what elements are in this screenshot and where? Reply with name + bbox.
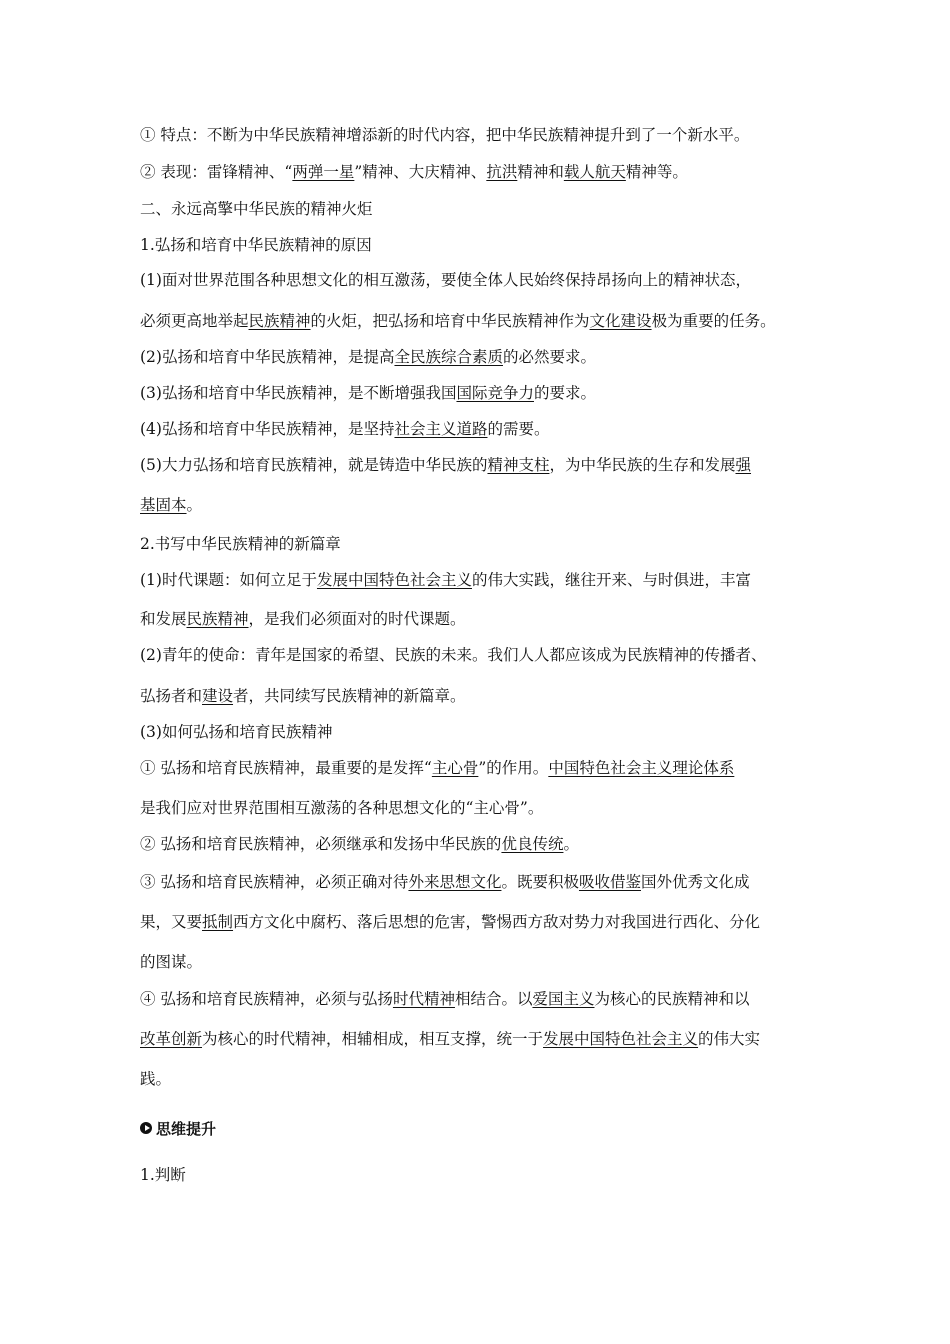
text-segment: 的伟大实践，继往开来、与时俱进，丰富: [471, 571, 751, 589]
play-circle-icon: [140, 1122, 152, 1134]
text-line: [140, 912, 820, 932]
text-line: [140, 162, 820, 182]
text-segment: ① 弘扬和培育民族精神，最重要的是发挥“: [140, 759, 432, 777]
text-line: [140, 570, 820, 590]
text-line: [140, 952, 820, 972]
underlined-keyword: 中国特色社会主义理论体系: [548, 759, 735, 777]
text-segment: 的要求。: [533, 384, 596, 402]
text-segment: 。: [563, 835, 579, 853]
text-segment: 西方文化中腐朽、落后思想的危害，警惕西方敌对势力对我国进行西化、分化: [233, 913, 761, 931]
underlined-keyword: 吸收借鉴: [578, 873, 641, 891]
text-segment: 是我们应对世界范围相互激荡的各种思想文化的“主心骨”。: [140, 799, 544, 817]
text-line: [140, 722, 820, 742]
underlined-keyword: 抵制: [202, 913, 234, 931]
underlined-keyword: 全民族综合素质: [394, 348, 503, 366]
text-segment: 国外优秀文化成: [640, 873, 750, 891]
underlined-keyword: 基固本: [140, 496, 187, 514]
text-segment: (2)弘扬和培育中华民族精神，是提高: [140, 348, 395, 366]
underlined-keyword: 精神支柱: [487, 456, 550, 474]
underlined-keyword: 发展中国特色社会主义: [543, 1030, 699, 1048]
underlined-keyword: 强: [735, 456, 752, 474]
text-line: [140, 270, 820, 290]
text-line: [140, 686, 820, 706]
text-segment: ② 弘扬和培育民族精神，必须继承和发扬中华民族的: [140, 835, 502, 853]
underlined-keyword: 时代精神: [392, 990, 455, 1008]
text-segment: 弘扬者和: [140, 687, 203, 705]
text-line: [140, 455, 820, 475]
underlined-keyword: 建设: [202, 687, 234, 705]
text-segment: 和发展: [140, 610, 187, 628]
underlined-keyword: 国际竞争力: [456, 384, 534, 402]
text-line: [140, 798, 820, 818]
text-segment: ，为中华民族的生存和发展: [549, 456, 736, 474]
text-segment: 精神和: [517, 163, 564, 181]
text-line: [140, 383, 820, 403]
text-segment: 为核心的民族精神和以: [594, 990, 750, 1008]
text-line: [140, 834, 820, 854]
section-heading-row: [140, 1118, 216, 1138]
text-segment: ，是我们必须面对的时代课题。: [248, 610, 466, 628]
text-segment: 的伟大实: [698, 1030, 761, 1048]
text-segment: (4)弘扬和培育中华民族精神，是坚持: [140, 420, 395, 438]
text-line: [140, 609, 820, 629]
underlined-keyword: 文化建设: [589, 312, 652, 330]
text-line: [140, 235, 820, 255]
text-line: [140, 311, 820, 331]
text-segment: 。: [186, 496, 203, 514]
text-segment: 相结合。以: [454, 990, 533, 1008]
underlined-keyword: 载人航天: [563, 163, 626, 181]
text-line: [140, 1069, 820, 1089]
question-label: 1.判断: [140, 1166, 186, 1184]
text-segment: ”精神、大庆精神、: [354, 163, 487, 181]
text-segment: (1)面对世界范围各种思想文化的相互激荡，要使全体人民始终保持昂扬向上的精神状态，: [140, 271, 751, 289]
text-line: [140, 872, 820, 892]
underlined-keyword: 社会主义道路: [394, 420, 488, 438]
text-segment: ① 特点：不断为中华民族精神增添新的时代内容，把中华民族精神提升到了一个新水平。: [140, 126, 750, 144]
text-line: [140, 758, 820, 778]
text-line: [140, 419, 820, 439]
text-line: [140, 534, 820, 554]
underlined-keyword: 爱国主义: [532, 990, 595, 1008]
text-segment: 践。: [140, 1070, 172, 1088]
text-segment: 2.书写中华民族精神的新篇章: [140, 535, 341, 553]
text-segment: 的图谋。: [140, 953, 203, 971]
text-line: [140, 125, 820, 145]
text-segment: 的需要。: [487, 420, 550, 438]
text-segment: 为核心的时代精神，相辅相成，相互支撑，统一于: [202, 1030, 544, 1048]
text-segment: ③ 弘扬和培育民族精神，必须正确对待: [140, 873, 409, 891]
text-segment: 者，共同续写民族精神的新篇章。: [233, 687, 466, 705]
text-segment: 的火炬，把弘扬和培育中华民族精神作为: [310, 312, 590, 330]
underlined-keyword: 外来思想文化: [408, 873, 502, 891]
text-segment: (1)时代课题：如何立足于: [140, 571, 317, 589]
text-line: [140, 347, 820, 367]
text-segment: 果，又要: [140, 913, 203, 931]
text-segment: 1.弘扬和培育中华民族精神的原因: [140, 236, 372, 254]
text-line: [140, 199, 820, 219]
underlined-keyword: 优良传统: [501, 835, 564, 853]
text-line: [140, 989, 820, 1009]
text-segment: ”的作用。: [478, 759, 549, 777]
underlined-keyword: 民族精神: [186, 610, 249, 628]
text-segment: (2)青年的使命：青年是国家的希望、民族的未来。我们人人都应该成为民族精神的传播者、: [140, 646, 767, 664]
underlined-keyword: 抗洪: [486, 163, 518, 181]
text-segment: 必须更高地举起: [140, 312, 249, 330]
underlined-keyword: 民族精神: [248, 312, 311, 330]
text-segment: ④ 弘扬和培育民族精神，必须与弘扬: [140, 990, 393, 1008]
text-segment: 的必然要求。: [502, 348, 596, 366]
text-segment: (3)弘扬和培育中华民族精神，是不断增强我国: [140, 384, 457, 402]
text-segment: (5)大力弘扬和培育民族精神，就是铸造中华民族的: [140, 456, 488, 474]
underlined-keyword: 两弹一星: [292, 163, 355, 181]
text-segment: 。既要积极: [501, 873, 579, 891]
text-segment: (3)如何弘扬和培育民族精神: [140, 723, 333, 741]
text-segment: ② 表现：雷锋精神、“: [140, 163, 293, 181]
underlined-keyword: 发展中国特色社会主义: [316, 571, 472, 589]
underlined-keyword: 主心骨: [431, 759, 479, 777]
section-heading: 思维提升: [156, 1119, 217, 1138]
underlined-keyword: 改革创新: [140, 1030, 203, 1048]
text-segment: 极为重要的任务。: [651, 312, 776, 330]
text-segment: 二、永远高擎中华民族的精神火炬: [140, 200, 373, 218]
text-segment: 精神等。: [625, 163, 688, 181]
text-line: [140, 495, 820, 515]
text-line: [140, 645, 820, 665]
text-line: [140, 1029, 820, 1049]
